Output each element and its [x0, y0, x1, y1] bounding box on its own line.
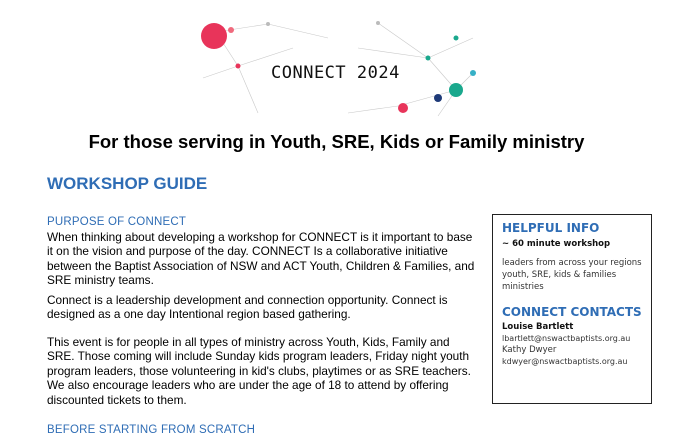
banner-dot-teal-small: [426, 56, 431, 61]
page-subtitle: For those serving in Youth, SRE, Kids or Family ministry: [88, 131, 585, 152]
helpful-info-box: [492, 214, 652, 404]
banner-dot-pink-large: [201, 23, 227, 49]
helpful-info-heading: HELPFUL INFO: [502, 221, 600, 235]
purpose-paragraph-1: When thinking about developing a workshop for CONNECT is it important to base it on the vision and purpose of the day. CONNECT Is a collaborative initiative between the Baptist Association of NSW and ACT Youth, Children & Families, and SRE ministry teams.: [47, 230, 475, 288]
banner-dot-cyan: [470, 70, 476, 76]
audience-text: leaders from across your regions youth, SRE, kids & families ministries: [502, 258, 642, 292]
banner-dot-coral: [228, 27, 234, 33]
banner-dot-teal-large: [449, 83, 463, 97]
banner-dot-grey: [266, 22, 270, 26]
connect-contacts-heading: CONNECT CONTACTS: [502, 305, 642, 319]
before-starting-heading: BEFORE STARTING FROM SCRATCH: [47, 424, 256, 436]
banner-dot-teal-top: [454, 36, 459, 41]
banner-title: CONNECT 2024: [271, 63, 400, 83]
contact-email[interactable]: lbartlett@nswactbaptists.org.au: [502, 334, 631, 343]
workshop-duration: ~ 60 minute workshop: [502, 239, 611, 249]
purpose-paragraph-2: Connect is a leadership development and connection opportunity. Connect is designed as a one day Intentional region based gathering.: [47, 293, 448, 322]
banner-dot-pink-right: [398, 103, 408, 113]
contact-name: Kathy Dwyer: [502, 345, 557, 355]
contact-email[interactable]: kdwyer@nswactbaptists.org.au: [502, 357, 628, 366]
purpose-heading: PURPOSE OF CONNECT: [47, 216, 187, 228]
banner-dot-grey-right: [376, 21, 380, 25]
contact-name: Louise Bartlett: [502, 322, 574, 332]
purpose-paragraph-3: This event is for people in all types of ministry across Youth, Kids, Family and SRE. Those coming will include Sunday kids program leaders, Friday night youth program leaders, those volunteering in kid's clubs, playtimes or as SRE teachers. We also encourage leaders who are under the age of 18 to attend by offering discounted tickets to them.: [47, 335, 471, 407]
workshop-guide-heading: WORKSHOP GUIDE: [47, 174, 208, 193]
banner-dot-navy: [434, 94, 442, 102]
banner-dot-pink-small: [236, 64, 241, 69]
